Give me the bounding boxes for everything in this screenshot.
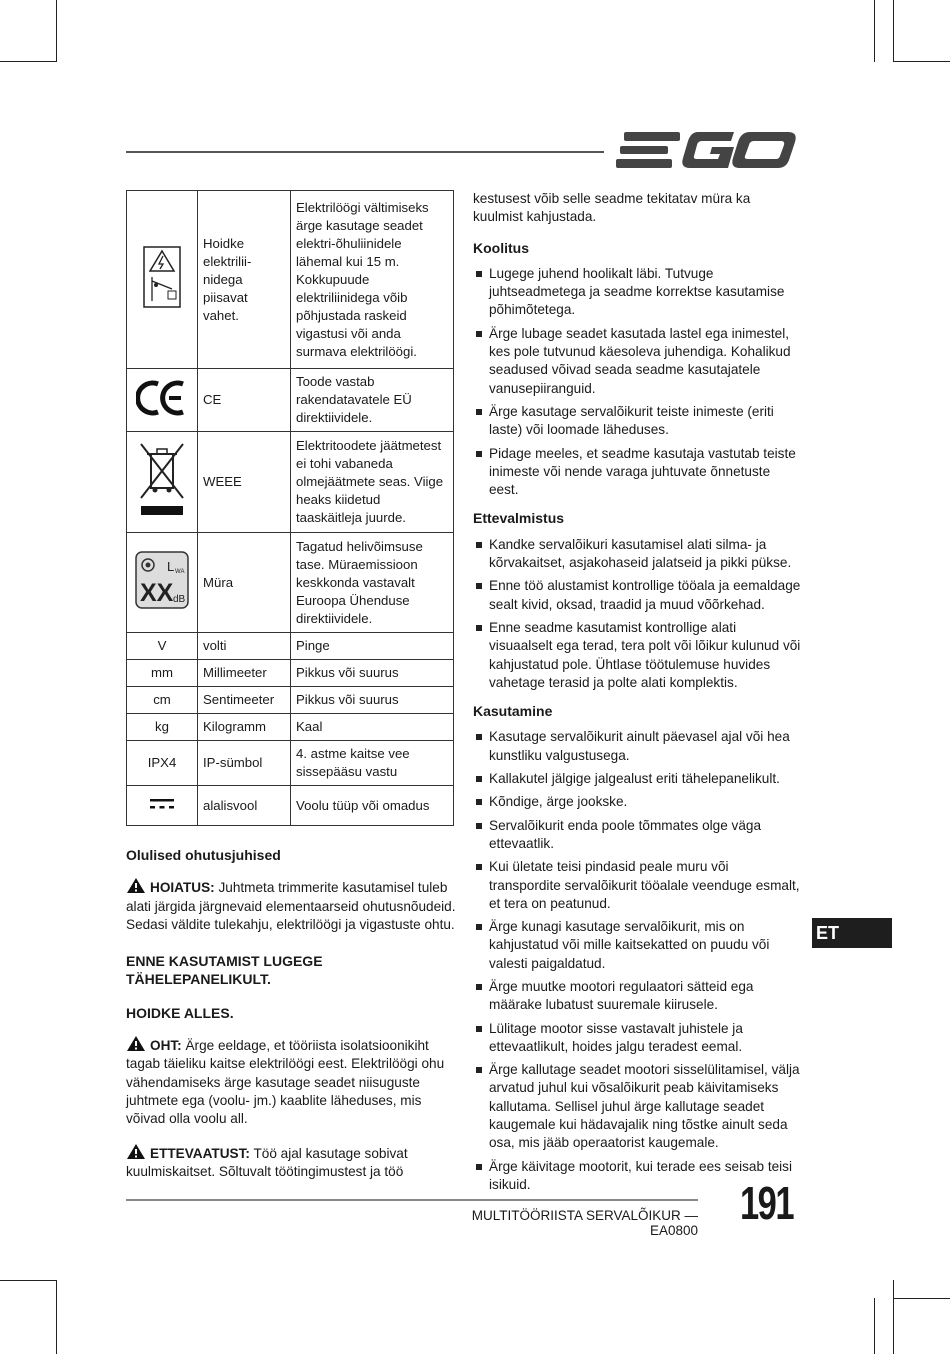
crop-mark	[893, 1280, 894, 1354]
table-icon-cell	[127, 191, 198, 369]
list-item: Kallakutel jälgige jalgealust eriti tähelepanelikult.	[473, 770, 803, 788]
crop-mark	[56, 1280, 57, 1354]
table-row	[127, 533, 454, 633]
section-heading: Koolitus	[473, 239, 529, 256]
caps-notice: ENNE KASUTAMIST LUGEGE TÄHELEPANELIKULT.	[126, 953, 323, 988]
list-item: Ärge käivitage mootorit, kui terade ees seisab teisi isikuid.	[473, 1158, 803, 1195]
crop-mark	[893, 0, 894, 62]
list-item: Ärge lubage seadet kasutada lastel ega inimestel, kes pole tutvunud käesoleva juhendiga. Kohalikud seadused võivad seada seadme kasutajatele vanusepiiranguid.	[473, 325, 803, 398]
symbol-description: Elektrilöögi vältimiseks ärge kasutage seadet elektri-õhuliinidele lähemal kui 15 m. Kokkupuude elektriliinidega võib põhjustada raskeid vigastusi või anda surmava elektrilöögi.	[296, 199, 429, 359]
bullet-list	[473, 536, 803, 692]
table-desc-cell	[291, 533, 454, 633]
symbol-name: Hoidke elektrilii-nidega piisavat vahet.	[203, 235, 252, 323]
footer-rule	[126, 1199, 698, 1201]
language-tab: ET	[812, 918, 892, 948]
table-icon-cell	[127, 533, 198, 633]
bullet-list	[473, 728, 803, 1194]
crop-mark	[893, 61, 950, 62]
table-symbol-cell: V	[127, 633, 198, 660]
warning-label: HOIATUS:	[150, 880, 215, 896]
table-row	[127, 660, 454, 687]
warning-triangle-icon	[126, 877, 146, 894]
table-symbol-cell: kg	[127, 714, 198, 741]
symbol-description: Tagatud helivõimsuse tase. Müraemissioon keskkonda vastavalt Euroopa Ühenduse direktiividele.	[296, 538, 423, 626]
table-name-cell: alalisvool	[198, 786, 291, 826]
table-symbol-cell: IPX4	[127, 741, 198, 786]
table-symbol-cell: mm	[127, 660, 198, 687]
table-desc-cell: Kaal	[291, 714, 454, 741]
table-desc-cell: Pinge	[291, 633, 454, 660]
intro-paragraph: kestusest võib selle seadme tekitatav müra ka kuulmist kahjustada.	[473, 191, 751, 225]
table-name-cell	[198, 432, 291, 533]
symbol-name: Müra	[203, 574, 234, 590]
table-desc-cell: 4. astme kaitse vee sissepääsu vastu	[291, 741, 454, 786]
danger-text: Ärge eeldage, et tööriista isolatsioonikiht tagab täieliku kaitse elektrilöögi eest. Elektrilöögi ohu vähendamiseks ärge kasutage seadet niisuguste juhtmete ega (voolu- jm.) kaablite läheduses, mis võivad olla voolu all.	[126, 1038, 445, 1127]
symbol-name: WEEE	[203, 474, 242, 489]
symbol-table	[126, 190, 454, 826]
direct-current-icon	[150, 798, 174, 810]
symbol-description: Elektritoodete jäätmetest ei tohi vabaneda olmejäätmete seas. Viige heaks kiidetud taaskäitleja juurde.	[296, 438, 444, 525]
noise-icon-unit: dB	[173, 594, 186, 605]
list-item: Kui ületate teisi pindasid peale muru või transpordite servalõikurit tööalale veenduge esmalt, et tera on peatunud.	[473, 858, 803, 913]
warning-paragraph	[126, 877, 456, 934]
warning-text: Juhtmeta trimmerite kasutamisel tuleb alati järgida järgnevaid elementaarseid ohutusnõudeid. Sedasi väldite tulekahju, elektrilöögi ja vigastuste ohtu.	[126, 880, 456, 932]
section-heading: Ettevalmistus	[473, 510, 565, 527]
table-name-cell	[198, 191, 291, 369]
right-column	[473, 190, 803, 1199]
caps-notice: HOIDKE ALLES.	[126, 1004, 234, 1021]
list-item: Ärge muutke mootori regulaatori sätteid ega määrake lubatust suuremale kiirusele.	[473, 978, 803, 1015]
table-desc-cell: Pikkus või suurus	[291, 660, 454, 687]
list-item: Ärge kasutage servalõikurit teiste inimeste (eriti laste) või loomade läheduses.	[473, 403, 803, 440]
caution-paragraph	[126, 1143, 456, 1182]
left-column	[126, 846, 456, 1181]
table-row	[127, 369, 454, 432]
table-row	[127, 432, 454, 533]
table-name-cell: Kilogramm	[198, 714, 291, 741]
table-row	[127, 633, 454, 660]
table-desc-cell	[291, 432, 454, 533]
table-desc-cell	[291, 191, 454, 369]
symbol-name: CE	[203, 392, 222, 407]
crop-mark	[56, 0, 57, 62]
table-symbol-cell: cm	[127, 687, 198, 714]
list-item: Kasutage servalõikurit ainult päevasel ajal või hea kunstliku valgustusega.	[473, 728, 803, 765]
danger-label: OHT:	[150, 1038, 182, 1054]
section-heading: Olulised ohutusjuhised	[126, 847, 281, 863]
crop-mark	[893, 1298, 950, 1299]
table-name-cell: Millimeeter	[198, 660, 291, 687]
table-name-cell: IP-sümbol	[198, 741, 291, 786]
table-name-cell	[198, 369, 291, 432]
list-item: Lülitage mootor sisse vastavalt juhistele ja ettevaatlikult, hoides jalgu teradest eemal.	[473, 1020, 803, 1057]
table-icon-cell	[127, 786, 198, 826]
caution-label: ETTEVAATUST:	[150, 1145, 250, 1161]
list-item: Kõndige, ärge jookske.	[473, 793, 803, 811]
ce-mark-icon	[136, 378, 188, 418]
symbol-description: Toode vastab rakendatavatele EÜ direktiividele.	[296, 374, 412, 425]
page-number: 191	[740, 1177, 794, 1229]
bullet-list	[473, 265, 803, 500]
ego-logo	[616, 128, 800, 172]
warning-triangle-icon	[126, 1035, 146, 1052]
table-desc-cell: Voolu tüüp või omadus	[291, 786, 454, 826]
list-item: Kandke servalõikuri kasutamisel alati silma- ja kõrvakaitset, asjakohaseid jalatseid ja pikki pükse.	[473, 536, 803, 573]
noise-icon-sub: L	[167, 559, 175, 574]
danger-paragraph	[126, 1035, 456, 1128]
table-row	[127, 687, 454, 714]
list-item: Pidage meeles, et seadme kasutaja vastutab teiste inimeste või nende varaga juhtuvate õnnetuste eest.	[473, 445, 803, 500]
table-icon-cell	[127, 369, 198, 432]
table-desc-cell	[291, 369, 454, 432]
list-item: Enne seadme kasutamist kontrollige alati visuaalselt ega terad, tera polt või lõikur kulunud või kahjustatud pole. Ühtlase töötulemuse huvides vahetage terasid ja polte alati komplektis.	[473, 619, 803, 692]
list-item: Ärge kunagi kasutage servalõikurit, mis on kahjustatud või mille kaitsekatted on puudu või valesti paigaldatud.	[473, 918, 803, 973]
crop-mark	[0, 61, 57, 62]
header-rule	[126, 151, 604, 153]
list-item: Lugege juhend hoolikalt läbi. Tutvuge juhtseadmetega ja seadme korrektse kasutamise põhimõtetega.	[473, 265, 803, 320]
table-name-cell	[198, 533, 291, 633]
table-row	[127, 741, 454, 786]
section-heading: Kasutamine	[473, 703, 553, 720]
table-desc-cell: Pikkus või suurus	[291, 687, 454, 714]
list-item: Servalõikurit enda poole tõmmates olge väga ettevaatlik.	[473, 817, 803, 854]
caution-text: Töö ajal kasutage sobivat kuulmiskaitset. Sõltuvalt töötingimustest ja töö	[126, 1145, 408, 1179]
noise-icon-value: XX	[140, 579, 174, 607]
crop-mark	[874, 1298, 875, 1354]
table-row	[127, 786, 454, 826]
list-item: Enne töö alustamist kontrollige tööala ja eemaldage sealt kivid, oksad, traadid ja muud võõrkehad.	[473, 577, 803, 614]
table-name-cell: Sentimeeter	[198, 687, 291, 714]
table-icon-cell	[127, 432, 198, 533]
weee-bin-icon	[137, 440, 187, 520]
warning-triangle-icon	[126, 1143, 146, 1160]
crop-mark	[874, 0, 875, 62]
list-item: Ärge kallutage seadet mootori sisselülitamisel, välja arvatud juhul kui võsalõikurit peab käivitamiseks kallutama. Sellisel juhul ärge kallutage seadet kaugemale kui hädavajalik ning tõstke ainult seda osa, mis jääb operaatorist kaugemale.	[473, 1061, 803, 1152]
footer-title: MULTITÖÖRIISTA SERVALÕIKUR — EA0800	[471, 1208, 698, 1238]
crop-mark	[0, 1280, 57, 1281]
noise-level-icon	[135, 551, 189, 609]
table-row	[127, 714, 454, 741]
table-row	[127, 191, 454, 369]
electric-lines-icon	[142, 245, 182, 309]
noise-icon-subscript: WA	[175, 569, 185, 575]
table-name-cell: volti	[198, 633, 291, 660]
